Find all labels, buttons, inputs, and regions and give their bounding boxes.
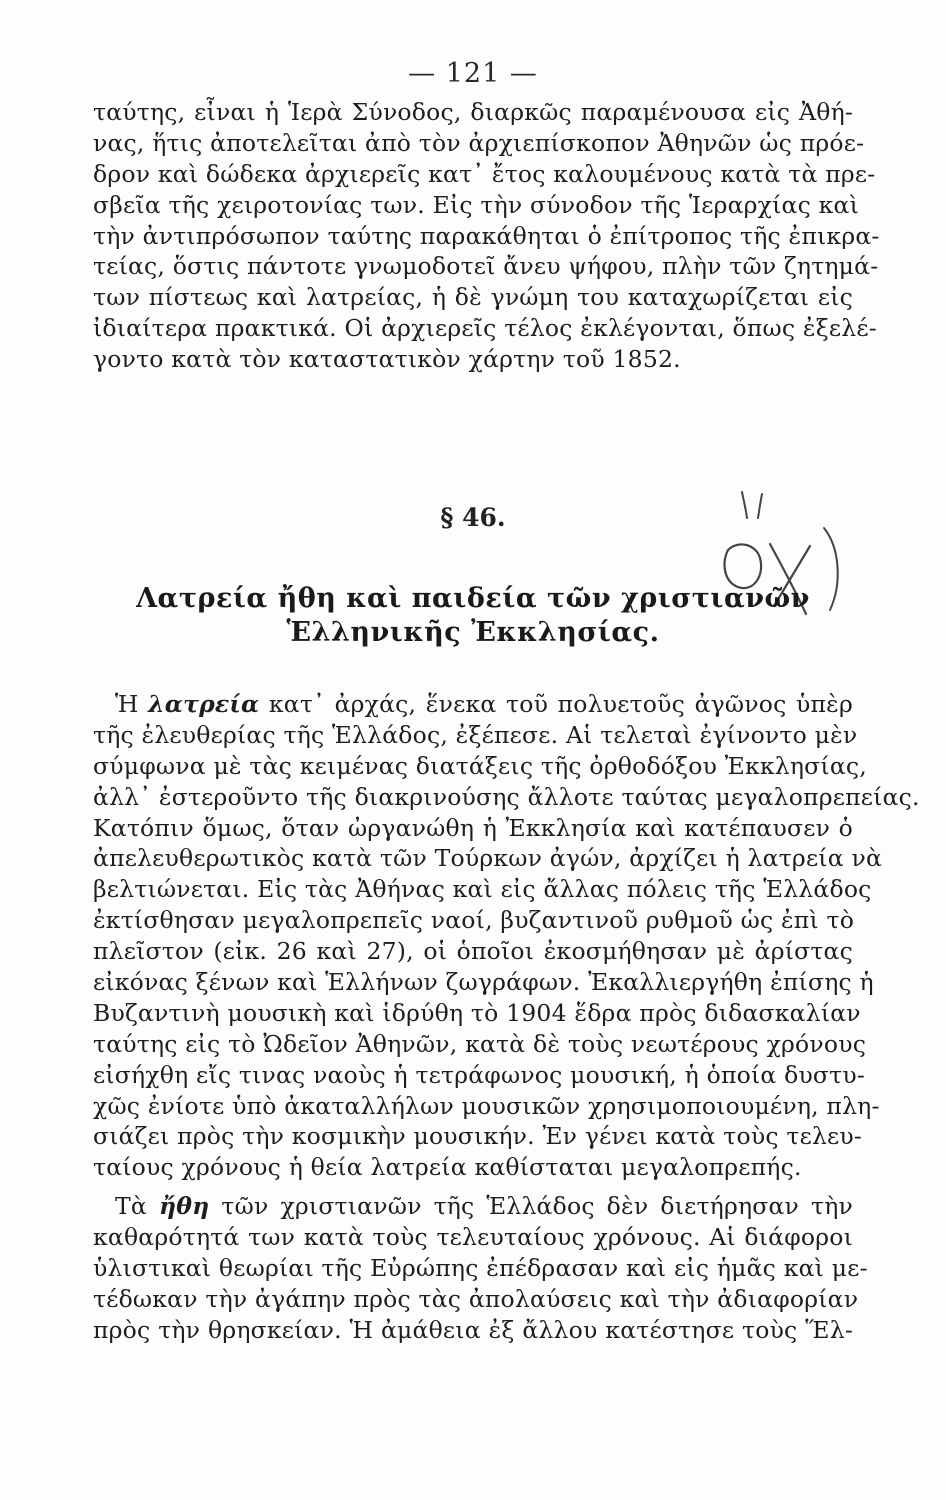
paragraph-ethos [93, 1191, 868, 1345]
text-line: τείας, ὅστις πάντοτε γνωμοδοτεῖ ἄνευ ψήφου, πλὴν τῶν ζητημά- [93, 252, 879, 281]
text-line: Τὰ ἤθη τῶν χριστιανῶν τῆς Ἑλλάδος δὲν διετήρησαν τὴν [115, 1192, 853, 1220]
text-line: ταύτης εἰς τὸ Ὠδεῖον Ἀθηνῶν, κατὰ δὲ τοὺς νεωτέρους χρόνους [93, 1029, 867, 1058]
chapter-heading-line1: Λατρεία ἤθη καὶ παιδεία τῶν χριστιανῶν [136, 583, 810, 614]
text-line: σύμφωνα μὲ τὰς κειμένας διατάξεις τῆς ὀρθοδόξου Ἐκκλησίας, [93, 751, 867, 780]
text-line: ἰδιαίτερα πρακτικά. Οἱ ἀρχιερεῖς τέλος ἐκλέγονται, ὅπως ἐξελέ- [93, 314, 877, 343]
text-line: γοντο κατὰ τὸν καταστατικὸν χάρτην τοῦ 1852. [93, 345, 681, 374]
text-line: ταίους χρόνους ἡ θεία λατρεία καθίσταται μεγαλοπρεπής. [93, 1153, 802, 1182]
text-line: σβεῖα τῆς χειροτονίας των. Εἰς τὴν σύνοδον τῆς Ἱεραρχίας καὶ [93, 190, 859, 219]
text-line: ὑλιστικαὶ θεωρίαι τῆς Εὐρώπης ἐπέδρασαν καὶ εἰς ἡμᾶς καὶ με- [93, 1253, 868, 1282]
emphasized-term: λατρεία [148, 690, 260, 718]
text-line: εἰσήχθη εἴς τινας ναοὺς ἡ τετράφωνος μουσική, ἡ ὁποία δυστυ- [93, 1060, 865, 1089]
text-line: πλεῖστον (εἰκ. 26 καὶ 27), οἱ ὁποῖοι ἐκοσμήθησαν μὲ ἀρίστας [93, 937, 853, 966]
text-line: ἀπελευθερωτικὸς κατὰ τῶν Τούρκων ἀγών, ἀρχίζει ἡ λατρεία νὰ [93, 844, 883, 873]
text-line: ταύτης, εἶναι ἡ Ἱερὰ Σύνοδος, διαρκῶς παραμένουσα εἰς Ἀθή- [93, 98, 853, 126]
chapter-heading-line2: Ἑλληνικῆς Ἐκκλησίας. [286, 617, 660, 648]
text-line: δρον καὶ δώδεκα ἀρχιερεῖς κατ᾿ ἔτος καλουμένους κατὰ τὰ πρε- [93, 159, 876, 188]
text-line: Κατόπιν ὅμως, ὅταν ὠργανώθη ἡ Ἐκκλησία καὶ κατέπαυσεν ὁ [93, 813, 853, 842]
page-number: — 121 — [408, 58, 538, 89]
text-line: Βυζαντινὴ μουσικὴ καὶ ἱδρύθη τὸ 1904 ἕδρα πρὸς διδασκαλίαν [93, 998, 861, 1027]
text-line: εἰκόνας ξένων καὶ Ἑλλήνων ζωγράφων. Ἐκαλλιεργήθη ἐπίσης ἡ [93, 968, 874, 997]
text-line: σιάζει πρὸς τὴν κοσμικὴν μουσικήν. Ἐν γένει κατὰ τοὺς τελευ- [93, 1122, 863, 1151]
paragraph-church-governance [93, 97, 880, 375]
paragraph-worship [93, 689, 920, 1183]
text-line: καθαρότητά των κατὰ τοὺς τελευταίους χρόνους. Αἱ διάφοροι [93, 1222, 853, 1251]
text-line: τῆς ἐλευθερίας τῆς Ἑλλάδος, ἐξέπεσε. Αἱ τελεταὶ ἐγίνοντο μὲν [93, 720, 858, 749]
section-number: § 46. [440, 503, 506, 532]
text-line: νας, ἥτις ἀποτελεῖται ἀπὸ τὸν ἀρχιεπίσκοπον Ἀθηνῶν ὡς πρόε- [93, 128, 865, 157]
text-line: Ἡ λατρεία κατ᾿ ἀρχάς, ἕνεκα τοῦ πολυετοῦς ἀγῶνος ὑπὲρ [115, 690, 854, 718]
text-line: βελτιώνεται. Εἰς τὰς Ἀθήνας καὶ εἰς ἄλλας πόλεις τῆς Ἑλλάδος [93, 875, 872, 904]
text-line: των πίστεως καὶ λατρείας, ἡ δὲ γνώμη του καταχωρίζεται εἰς [93, 283, 853, 312]
text-line: χῶς ἐνίοτε ὑπὸ ἀκαταλλήλων μουσικῶν χρησιμοποιουμένη, πλη- [93, 1091, 880, 1120]
text-line: ἐκτίσθησαν μεγαλοπρεπεῖς ναοί, βυζαντινοῦ ρυθμοῦ ὡς ἐπὶ τὸ [93, 906, 855, 935]
text-line: ἀλλ᾿ ἐστεροῦντο τῆς διακρινούσης ἄλλοτε ταύτας μεγαλοπρεπείας. [93, 782, 920, 811]
text-line: πρὸς τὴν θρησκείαν. Ἡ ἀμάθεια ἐξ ἄλλου κατέστησε τοὺς Ἕλ- [93, 1315, 853, 1344]
text-line: τέδωκαν τὴν ἀγάπην πρὸς τὰς ἀπολαύσεις καὶ τὴν ἀδιαφορίαν [93, 1284, 859, 1313]
text-line: τὴν ἀντιπρόσωπον ταύτης παρακάθηται ὁ ἐπίτροπος τῆς ἐπικρα- [93, 221, 880, 250]
emphasized-term: ἤθη [158, 1192, 210, 1220]
